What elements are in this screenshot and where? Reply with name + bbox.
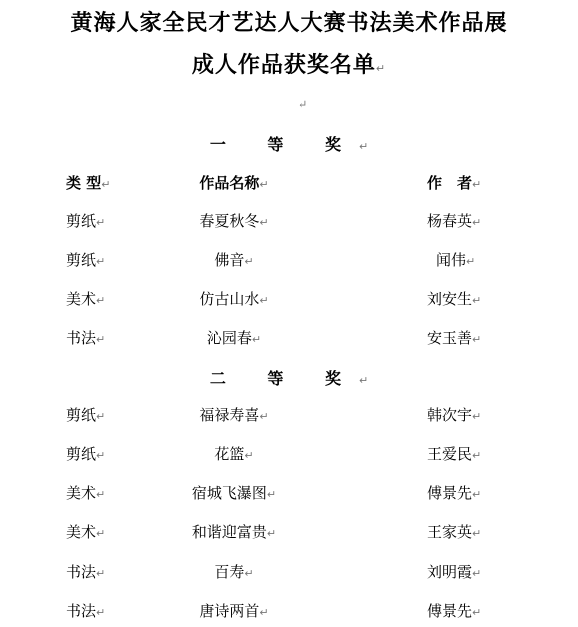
type-cell: [66, 443, 105, 464]
paragraph-mark-icon: ↵: [375, 62, 387, 75]
document-title-line-1: [0, 6, 578, 37]
type-text: 书法: [66, 563, 97, 581]
paragraph-mark-icon: ↵: [259, 294, 269, 307]
paragraph-mark-icon: ↵: [96, 449, 106, 462]
type-cell: [66, 521, 105, 542]
paragraph-mark-icon: ↵: [96, 606, 106, 619]
second-prize-heading: [0, 366, 578, 389]
document-title-line-2: [0, 48, 578, 79]
work-cell: [173, 404, 295, 425]
table-row: [0, 600, 578, 622]
paragraph-mark-icon: ↵: [266, 527, 277, 540]
author-text: 傅景先: [427, 484, 473, 502]
paragraph-mark-icon: ↵: [96, 294, 106, 307]
type-text: 书法: [66, 329, 97, 347]
paragraph-mark-icon: ↵: [259, 216, 269, 229]
paragraph-mark-icon: ↵: [266, 488, 277, 501]
author-cell: [436, 249, 475, 270]
author-text: 闻伟: [436, 251, 467, 269]
header-cell: [427, 172, 481, 193]
header-cell: [173, 172, 295, 193]
work-cell: [173, 443, 295, 464]
table-row: [0, 288, 578, 310]
type-cell: [66, 249, 105, 270]
work-text: 百寿: [214, 563, 245, 581]
work-cell: [173, 249, 295, 270]
table-row: [0, 327, 578, 349]
type-text: 书法: [66, 602, 97, 620]
work-text: 沁园春: [206, 329, 252, 347]
type-cell: [66, 327, 105, 348]
paragraph-mark-icon: ↵: [472, 410, 482, 423]
author-cell: [427, 561, 481, 582]
paragraph-mark-icon: ↵: [472, 294, 482, 307]
type-text: 美术: [66, 523, 97, 541]
header-author: 作 者: [427, 174, 473, 192]
first-prize-label: 一 等 奖: [209, 135, 359, 154]
first-prize-heading: [0, 132, 578, 155]
paragraph-mark-icon: ↵: [472, 488, 482, 501]
author-text: 韩次宇: [427, 406, 473, 424]
work-cell: [173, 210, 295, 231]
paragraph-mark-icon: ↵: [472, 567, 482, 580]
type-text: 美术: [66, 484, 97, 502]
author-cell: [427, 600, 481, 621]
author-text: 刘安生: [427, 290, 473, 308]
type-cell: [66, 600, 105, 621]
author-cell: [427, 210, 481, 231]
author-cell: [427, 482, 481, 503]
author-text: 刘明霞: [427, 563, 473, 581]
header-type: 类 型: [66, 174, 102, 192]
paragraph-mark-icon: ↵: [472, 216, 482, 229]
paragraph-mark-icon: ↵: [259, 606, 269, 619]
author-text: 王爱民: [427, 445, 473, 463]
title-line-2-text: 成人作品获奖名单: [191, 53, 376, 78]
work-text: 福禄寿喜: [199, 406, 260, 424]
paragraph-mark-icon: ↵: [244, 567, 254, 580]
paragraph-mark-icon: ↵: [472, 449, 482, 462]
paragraph-mark-icon: ↵: [358, 140, 369, 153]
type-text: 剪纸: [66, 406, 97, 424]
paragraph-mark-icon: ↵: [298, 98, 308, 111]
header-work: 作品名称: [199, 174, 260, 192]
type-cell: [66, 210, 105, 231]
work-text: 佛音: [214, 251, 245, 269]
paragraph-mark-icon: ↵: [244, 449, 254, 462]
author-text: 安玉善: [427, 329, 473, 347]
author-text: 王家英: [427, 523, 473, 541]
table-row: [0, 249, 578, 271]
paragraph-mark-icon: ↵: [96, 488, 106, 501]
table-row: [0, 521, 578, 543]
type-text: 剪纸: [66, 445, 97, 463]
table-row: [0, 404, 578, 426]
author-cell: [427, 327, 481, 348]
paragraph-mark-icon: ↵: [472, 333, 482, 346]
author-text: 傅景先: [427, 602, 473, 620]
author-cell: [427, 404, 481, 425]
paragraph-mark-icon: ↵: [259, 178, 269, 191]
table-row: [0, 561, 578, 583]
type-text: 剪纸: [66, 251, 97, 269]
type-text: 剪纸: [66, 212, 97, 230]
table-row: [0, 482, 578, 504]
paragraph-mark-icon: ↵: [251, 333, 262, 346]
table-row: [0, 443, 578, 465]
work-text: 唐诗两首: [199, 602, 260, 620]
work-cell: [173, 521, 295, 542]
work-cell: [173, 327, 295, 348]
paragraph-mark-icon: ↵: [472, 606, 482, 619]
author-cell: [427, 443, 481, 464]
type-cell: [66, 288, 105, 309]
paragraph-mark-icon: ↵: [101, 178, 111, 191]
paragraph-mark-icon: ↵: [96, 333, 106, 346]
table-header-row: [0, 172, 578, 194]
work-text: 仿古山水: [199, 290, 260, 308]
author-cell: [427, 521, 481, 542]
paragraph-mark-icon: ↵: [96, 216, 106, 229]
paragraph-mark-icon: ↵: [472, 178, 482, 191]
paragraph-mark-icon: ↵: [244, 255, 254, 268]
type-cell: [66, 561, 105, 582]
work-cell: [173, 561, 295, 582]
work-cell: [173, 482, 295, 503]
paragraph-mark-icon: ↵: [96, 527, 106, 540]
paragraph-mark-icon: ↵: [96, 567, 106, 580]
header-cell: [66, 172, 110, 193]
author-cell: [427, 288, 481, 309]
title-line-1-text: 黄海人家全民才艺达人大赛书法美术作品展: [70, 11, 508, 36]
paragraph-mark-icon: ↵: [96, 410, 106, 423]
paragraph-mark-icon: ↵: [466, 255, 476, 268]
work-cell: [173, 288, 295, 309]
table-row: [0, 210, 578, 232]
work-text: 春夏秋冬: [199, 212, 260, 230]
type-cell: [66, 404, 105, 425]
type-text: 美术: [66, 290, 97, 308]
type-cell: [66, 482, 105, 503]
work-text: 宿城飞瀑图: [191, 484, 267, 502]
work-cell: [173, 600, 295, 621]
paragraph-mark-icon: ↵: [96, 255, 106, 268]
paragraph-mark-icon: ↵: [259, 410, 269, 423]
second-prize-label: 二 等 奖: [209, 369, 359, 388]
author-text: 杨春英: [427, 212, 473, 230]
work-text: 花篮: [214, 445, 245, 463]
paragraph-mark-icon: ↵: [358, 374, 369, 387]
paragraph-mark-icon: ↵: [472, 527, 482, 540]
work-text: 和谐迎富贵: [191, 523, 267, 541]
